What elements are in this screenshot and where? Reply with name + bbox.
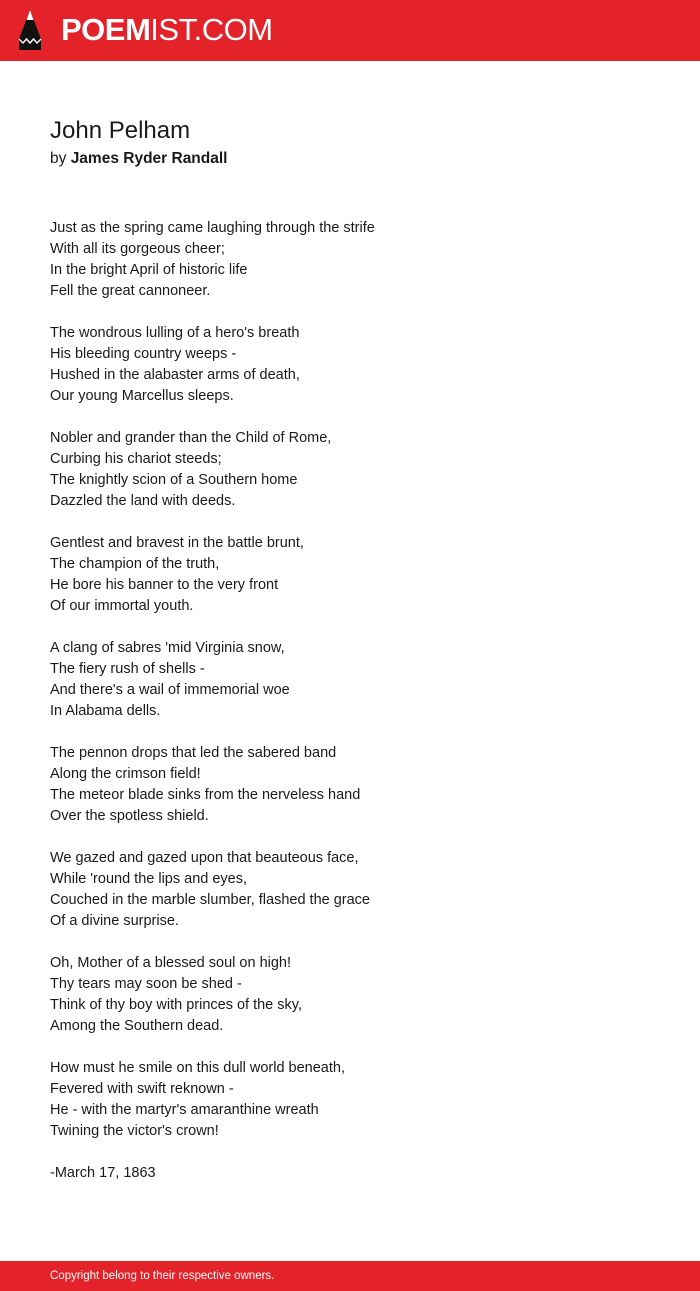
poem-line: Just as the spring came laughing through the strife: [50, 220, 375, 236]
poem-line: Hushed in the alabaster arms of death,: [50, 367, 300, 383]
poem-line: Nobler and grander than the Child of Rome,: [50, 430, 332, 446]
poem-line: And there's a wail of immemorial woe: [50, 682, 290, 698]
poem-stanza: [50, 1058, 650, 1142]
poem-line: Oh, Mother of a blessed soul on high!: [50, 955, 292, 971]
poem-stanza: [50, 1163, 650, 1184]
poem-line: Our young Marcellus sleeps.: [50, 388, 234, 404]
poem-line: The meteor blade sinks from the nerveless hand: [50, 787, 361, 803]
logo-wordmark-light: IST.COM: [150, 12, 273, 47]
poem-line: Twining the victor's crown!: [50, 1123, 219, 1139]
site-footer: [0, 1261, 700, 1291]
site-logo[interactable]: [17, 9, 273, 51]
poem-line: He bore his banner to the very front: [50, 577, 279, 593]
poem-stanza: [50, 218, 650, 302]
poem-body: [50, 218, 650, 1205]
byline-prefix: by: [50, 150, 67, 167]
poem-heading: [50, 116, 650, 170]
poem-line: In the bright April of historic life: [50, 262, 248, 278]
logo-wordmark-bold: POEM: [61, 12, 151, 47]
poem-line: We gazed and gazed upon that beauteous face,: [50, 850, 359, 866]
poem-line: Fell the great cannoneer.: [50, 283, 211, 299]
poem-line: With all its gorgeous cheer;: [50, 241, 225, 257]
poem-line: The wondrous lulling of a hero's breath: [50, 325, 300, 341]
poem-line: While 'round the lips and eyes,: [50, 871, 248, 887]
poem-stanza: [50, 323, 650, 407]
poem-stanza: [50, 428, 650, 512]
poem-line: The fiery rush of shells -: [50, 661, 205, 677]
poem-line: Dazzled the land with deeds.: [50, 493, 236, 509]
poem-line: Over the spotless shield.: [50, 808, 209, 824]
poem-line: Fevered with swift reknown -: [50, 1081, 234, 1097]
poem-line: The knightly scion of a Southern home: [50, 472, 298, 488]
poem-line: Thy tears may soon be shed -: [50, 976, 242, 992]
poem-line: The champion of the truth,: [50, 556, 220, 572]
poem-line: Couched in the marble slumber, flashed the grace: [50, 892, 370, 908]
poem-line: Gentlest and bravest in the battle brunt,: [50, 535, 304, 551]
poem-stanza: [50, 533, 650, 617]
poem-stanza: [50, 638, 650, 722]
poem-line: His bleeding country weeps -: [50, 346, 237, 362]
poem-stanza: [50, 743, 650, 827]
poem-line: Of a divine surprise.: [50, 913, 179, 929]
poem-line: Curbing his chariot steeds;: [50, 451, 222, 467]
poem-line: The pennon drops that led the sabered band: [50, 745, 337, 761]
poem-stanza: [50, 953, 650, 1037]
poem-author: James Ryder Randall: [70, 150, 228, 167]
poem-line: Of our immortal youth.: [50, 598, 194, 614]
site-header: [0, 0, 700, 61]
poem-line: Think of thy boy with princes of the sky,: [50, 997, 302, 1013]
poem-line: Among the Southern dead.: [50, 1018, 224, 1034]
poem-line: How must he smile on this dull world beneath,: [50, 1060, 345, 1076]
poem-line: -March 17, 1863: [50, 1165, 156, 1181]
logo-wordmark: [61, 9, 273, 51]
poem-line: In Alabama dells.: [50, 703, 161, 719]
poem-line: Along the crimson field!: [50, 766, 201, 782]
poem-line: He - with the martyr's amaranthine wreath: [50, 1102, 319, 1118]
poem-title: John Pelham: [50, 117, 191, 144]
footer-copyright: Copyright belong to their respective owners.: [50, 1270, 275, 1282]
poem-line: A clang of sabres 'mid Virginia snow,: [50, 640, 285, 656]
poem-byline: [50, 148, 650, 170]
pencil-tip-icon: [17, 9, 43, 51]
poem-stanza: [50, 848, 650, 932]
